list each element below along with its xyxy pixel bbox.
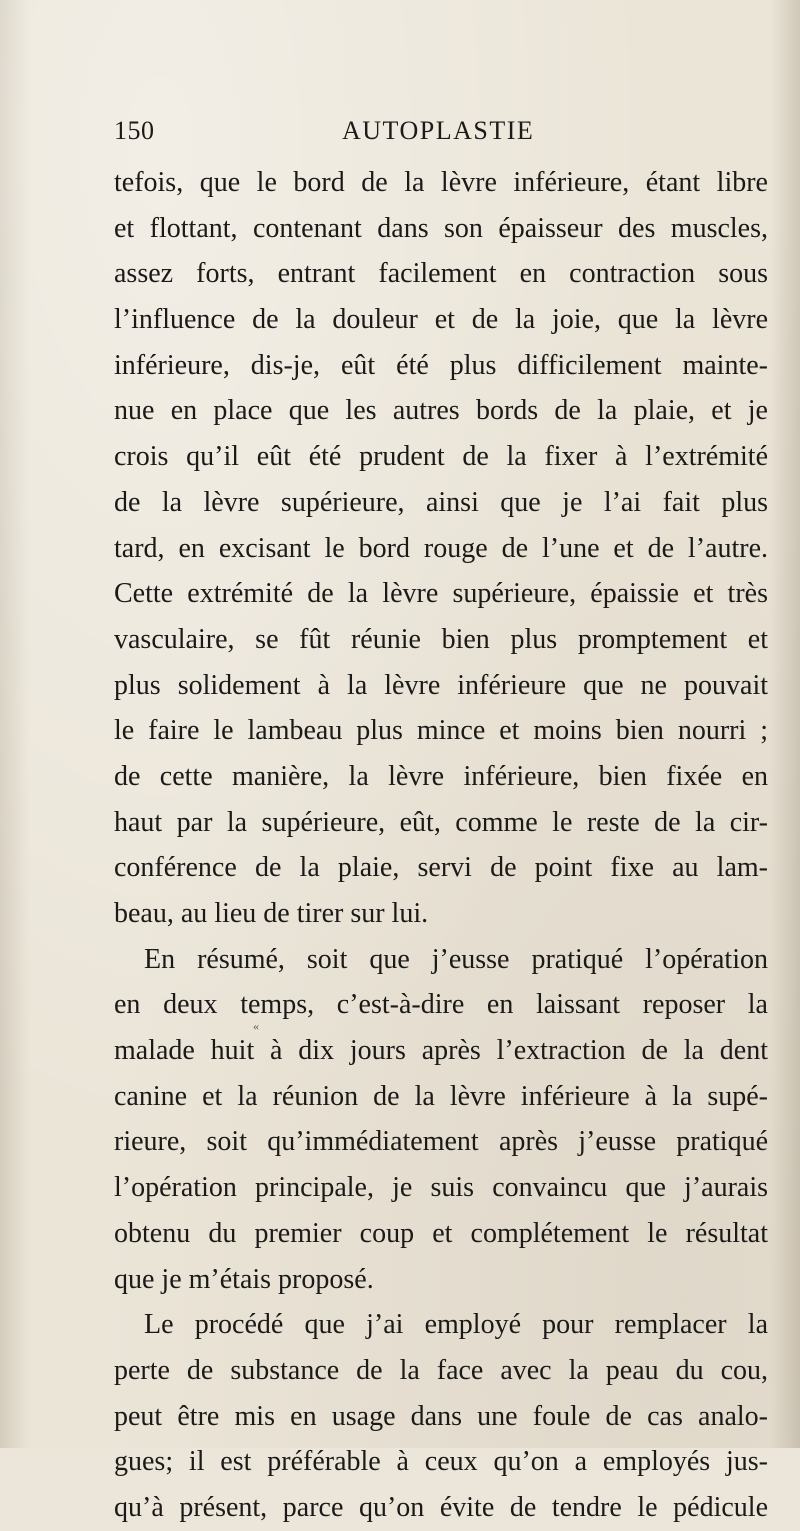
text-line: crois qu’il eût été prudent de la fixer à l’extrémité	[114, 441, 768, 473]
paragraph-last-line: que je m’étais proposé.	[114, 1263, 374, 1295]
text-line: rieure, soit qu’immédiatement après j’eusse pratiqué	[114, 1126, 768, 1158]
text-line: tefois, que le bord de la lèvre inférieure, étant libre	[114, 167, 768, 198]
text-line: perte de substance de la face avec la peau du cou,	[114, 1354, 768, 1386]
text-line: l’opération principale, je suis convaincu que j’aurais	[114, 1172, 768, 1204]
text-line: tard, en excisant le bord rouge de l’une et de l’autre.	[114, 532, 768, 564]
text-line: obtenu du premier coup et complétement le résultat	[114, 1217, 768, 1249]
text-line: conférence de la plaie, servi de point fixe au lam-	[114, 852, 768, 884]
text-line: assez forts, entrant facilement en contraction sous	[114, 258, 768, 290]
text-line: canine et la réunion de la lèvre inférieure à la supé-	[114, 1080, 768, 1112]
text-line: de cette manière, la lèvre inférieure, bien fixée en	[114, 760, 768, 792]
footer-mark: «	[253, 1019, 259, 1033]
text-line: et flottant, contenant dans son épaisseur des muscles,	[114, 212, 768, 244]
text-line: plus solidement à la lèvre inférieure que ne pouvait	[114, 669, 768, 701]
text-line: qu’à présent, parce qu’on évite de tendre le pédicule	[114, 1491, 768, 1523]
text-line: vasculaire, se fût réunie bien plus promptement et	[114, 623, 768, 655]
text-line: inférieure, dis-je, eût été plus difficilement mainte-	[114, 349, 768, 381]
paragraph-first-line: Le procédé que j’ai employé pour remplacer la	[144, 1309, 768, 1341]
page-number: 150	[114, 116, 155, 145]
text-line: peut être mis en usage dans une foule de cas analo-	[114, 1400, 768, 1432]
text-line: malade huit à dix jours après l’extraction de la dent	[114, 1035, 768, 1067]
text-line: Cette extrémité de la lèvre supérieure, épaissie et très	[114, 578, 768, 610]
text-line: de la lèvre supérieure, ainsi que je l’ai fait plus	[114, 486, 768, 518]
text-line: le faire le lambeau plus mince et moins bien nourri ;	[114, 715, 768, 747]
page-header	[114, 116, 774, 152]
paragraph-last-line: beau, au lieu de tirer sur lui.	[114, 898, 429, 929]
running-title: AUTOPLASTIE	[342, 116, 535, 145]
text-line: nue en place que les autres bords de la plaie, et je	[114, 395, 768, 427]
text-line: l’influence de la douleur et de la joie, que la lèvre	[114, 304, 768, 336]
body-text	[114, 160, 768, 1531]
text-line: gues; il est préférable à ceux qu’on a employés jus-	[114, 1446, 768, 1478]
text-line: haut par la supérieure, eût, comme le reste de la cir-	[114, 806, 768, 838]
text-line: en deux temps, c’est-à-dire en laissant reposer la	[114, 989, 768, 1021]
paragraph-first-line: En résumé, soit que j’eusse pratiqué l’opération	[144, 943, 768, 975]
